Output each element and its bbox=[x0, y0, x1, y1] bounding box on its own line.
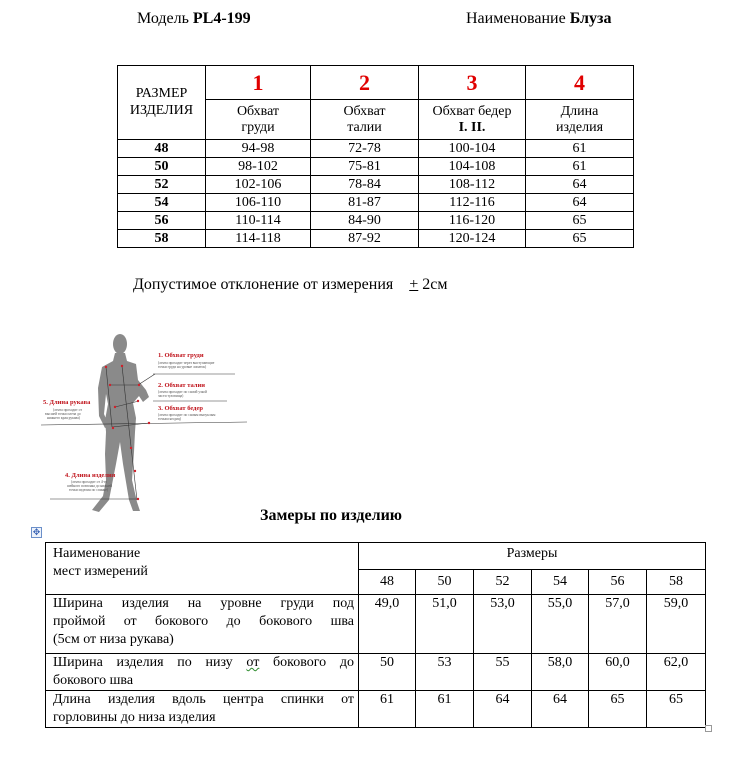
body-measurement-figure bbox=[35, 330, 250, 520]
figure-label-note: (лента проходит от bbox=[53, 408, 82, 412]
chest-cell: 110-114 bbox=[206, 212, 311, 230]
measurement-row bbox=[46, 595, 706, 654]
chest-cell: 94-98 bbox=[206, 140, 311, 158]
size-chart-row bbox=[118, 140, 634, 158]
measurement-value: 62,0 bbox=[647, 654, 706, 691]
waist-cell: 81-87 bbox=[311, 194, 419, 212]
hips-cell: 104-108 bbox=[419, 158, 526, 176]
size-chart-table bbox=[117, 65, 634, 248]
figure-label-note: высшей точки плеча до bbox=[45, 412, 81, 416]
column-header-hips bbox=[419, 100, 526, 140]
figure-label-title: 2. Обхват талии bbox=[158, 382, 205, 389]
model-value: PL4-199 bbox=[192, 10, 251, 27]
column-header-length bbox=[526, 100, 634, 140]
header-text: Обхват bbox=[236, 103, 280, 119]
size-header-line1: РАЗМЕР bbox=[135, 86, 188, 101]
header-text: изделия bbox=[555, 119, 604, 135]
column-number-2: 2 bbox=[311, 66, 419, 100]
size-cell: 58 bbox=[118, 230, 206, 248]
measurement-value: 64 bbox=[474, 691, 532, 728]
product-measurements-table bbox=[45, 542, 706, 728]
model-line bbox=[137, 10, 251, 28]
length-cell: 64 bbox=[526, 194, 634, 212]
length-cell: 65 bbox=[526, 212, 634, 230]
header-text: Обхват бедер bbox=[432, 103, 512, 119]
length-cell: 61 bbox=[526, 140, 634, 158]
figure-label-note: (лента проходит через выступающие bbox=[158, 361, 215, 365]
hips-cell: 120-124 bbox=[419, 230, 526, 248]
size-chart-row bbox=[118, 158, 634, 176]
header-text: груди bbox=[241, 119, 275, 135]
sizes-header: Размеры bbox=[359, 543, 706, 570]
measurement-value: 65 bbox=[647, 691, 706, 728]
measurement-value: 53,0 bbox=[474, 595, 532, 654]
size-header-cell: 54 bbox=[532, 570, 589, 595]
plus-minus-sign: + bbox=[409, 276, 419, 293]
size-cell: 50 bbox=[118, 158, 206, 176]
measurement-value: 58,0 bbox=[532, 654, 589, 691]
measurement-value: 50 bbox=[359, 654, 416, 691]
figure-label-1 bbox=[158, 352, 215, 369]
figure-label-title: 1. Обхват груди bbox=[158, 352, 204, 359]
chest-cell: 102-106 bbox=[206, 176, 311, 194]
header-text: талии bbox=[347, 119, 382, 135]
label-line: горловины до низа изделия bbox=[53, 710, 216, 725]
table-move-handle-icon[interactable]: ✥ bbox=[32, 527, 41, 537]
column-header-waist bbox=[311, 100, 419, 140]
measurement-value: 51,0 bbox=[416, 595, 474, 654]
hips-cell: 108-112 bbox=[419, 176, 526, 194]
figure-label-note: (лента проходит по самым выпуклым bbox=[158, 413, 216, 417]
figure-label-note: точки груди на уровне лопаток) bbox=[158, 365, 207, 369]
measurement-value: 57,0 bbox=[589, 595, 647, 654]
hips-cell: 112-116 bbox=[419, 194, 526, 212]
tolerance-text: Допустимое отклонение от измерения bbox=[133, 276, 394, 293]
model-label: Модель bbox=[137, 10, 189, 27]
column-header-chest bbox=[206, 100, 311, 140]
figure-label-3 bbox=[158, 405, 216, 421]
waist-cell: 84-90 bbox=[311, 212, 419, 230]
figure-label-2 bbox=[158, 382, 207, 398]
column-number-3: 3 bbox=[419, 66, 526, 100]
tolerance-note bbox=[133, 276, 448, 294]
column-number-4: 4 bbox=[526, 66, 634, 100]
measurement-label bbox=[46, 691, 359, 728]
measurement-value: 61 bbox=[416, 691, 474, 728]
measurement-row bbox=[46, 654, 706, 691]
measurement-row bbox=[46, 691, 706, 728]
figure-label-title: 5. Длина рукава bbox=[43, 399, 91, 406]
figure-label-note: шейного позвонка до нижней bbox=[67, 484, 113, 488]
figure-label-note: (лента проходит от 4-го bbox=[71, 480, 108, 484]
size-cell: 56 bbox=[118, 212, 206, 230]
measure-name-header bbox=[46, 543, 359, 595]
size-header-cell: 50 bbox=[416, 570, 474, 595]
figure-label-title: 3. Обхват бедер bbox=[158, 405, 203, 412]
figure-label-note: точки изделия по спинке) bbox=[69, 488, 109, 492]
header-text: Длина bbox=[560, 103, 599, 119]
label-line: (5см от низа рукава) bbox=[53, 632, 174, 647]
measurement-label bbox=[46, 595, 359, 654]
product-name-label: Наименование bbox=[466, 10, 566, 27]
measurement-value: 64 bbox=[532, 691, 589, 728]
size-cell: 48 bbox=[118, 140, 206, 158]
size-cell: 54 bbox=[118, 194, 206, 212]
spellcheck-mark: от bbox=[246, 655, 260, 670]
measure-header-row bbox=[46, 543, 706, 570]
hips-cell: 100-104 bbox=[419, 140, 526, 158]
waist-cell: 75-81 bbox=[311, 158, 419, 176]
measurement-value: 61 bbox=[359, 691, 416, 728]
waist-cell: 78-84 bbox=[311, 176, 419, 194]
label-line: проймой от бокового до бокового шва bbox=[53, 614, 354, 629]
product-name-line bbox=[466, 10, 611, 28]
length-cell: 61 bbox=[526, 158, 634, 176]
measurement-label bbox=[46, 654, 359, 691]
size-chart-row bbox=[118, 230, 634, 248]
table-resize-handle[interactable] bbox=[705, 725, 712, 732]
label-line: Длина изделия вдоль центра спинки от bbox=[53, 692, 354, 707]
section-title: Замеры по изделию bbox=[260, 507, 403, 524]
label-line: бокового шва bbox=[53, 673, 134, 688]
size-cell: 52 bbox=[118, 176, 206, 194]
waist-cell: 72-78 bbox=[311, 140, 419, 158]
column-number-1: 1 bbox=[206, 66, 311, 100]
figure-label-note: нижнего края рукава) bbox=[47, 416, 80, 420]
size-header-cell: 58 bbox=[647, 570, 706, 595]
header-text: мест измерений bbox=[53, 564, 148, 579]
figure-label-title: 4. Длина изделия bbox=[65, 472, 116, 479]
header-text: Наименование bbox=[53, 546, 141, 561]
figure-label-5 bbox=[43, 399, 91, 420]
header-text: Обхват bbox=[343, 103, 386, 119]
size-header-cell: 56 bbox=[589, 570, 647, 595]
length-cell: 65 bbox=[526, 230, 634, 248]
size-chart-row bbox=[118, 212, 634, 230]
waist-cell: 87-92 bbox=[311, 230, 419, 248]
measurement-value: 53 bbox=[416, 654, 474, 691]
label-line: Ширина изделия по низу от бокового до bbox=[53, 655, 354, 670]
figure-label-note: точкам ягодиц) bbox=[158, 417, 182, 421]
figure-label-note: (лента проходит по самой узкой bbox=[158, 390, 207, 394]
product-name-value: Блуза bbox=[569, 10, 612, 27]
size-chart-number-row bbox=[118, 66, 634, 100]
size-header-cell: 48 bbox=[359, 570, 416, 595]
size-header-line2: ИЗДЕЛИЯ bbox=[129, 103, 194, 118]
header-text: I. II. bbox=[458, 119, 486, 135]
measurement-value: 60,0 bbox=[589, 654, 647, 691]
size-chart-row bbox=[118, 194, 634, 212]
size-header-cell: 52 bbox=[474, 570, 532, 595]
measurement-value: 49,0 bbox=[359, 595, 416, 654]
label-line: Ширина изделия на уровне груди под bbox=[53, 596, 354, 611]
measurement-value: 59,0 bbox=[647, 595, 706, 654]
figure-label-note: части туловища) bbox=[158, 394, 184, 398]
tolerance-value: 2см bbox=[418, 276, 448, 293]
measurement-value: 65 bbox=[589, 691, 647, 728]
chest-cell: 114-118 bbox=[206, 230, 311, 248]
measurement-value: 55,0 bbox=[532, 595, 589, 654]
size-chart-row bbox=[118, 176, 634, 194]
size-column-header bbox=[118, 66, 206, 140]
chest-cell: 98-102 bbox=[206, 158, 311, 176]
measurement-value: 55 bbox=[474, 654, 532, 691]
chest-cell: 106-110 bbox=[206, 194, 311, 212]
hips-cell: 116-120 bbox=[419, 212, 526, 230]
length-cell: 64 bbox=[526, 176, 634, 194]
